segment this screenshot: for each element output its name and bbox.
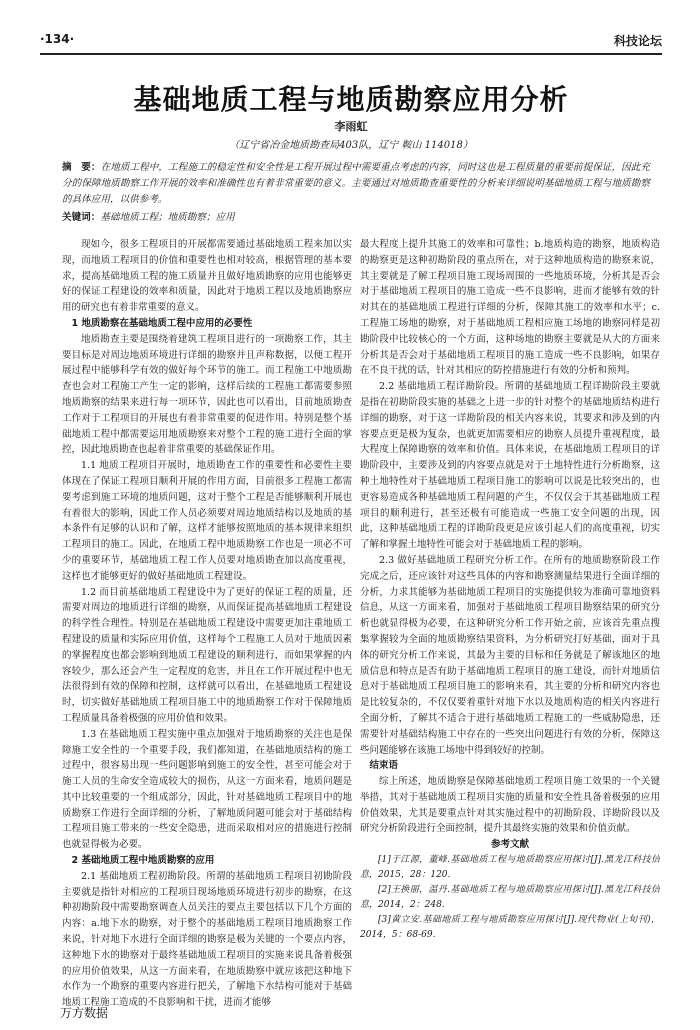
author-affiliation: （辽宁省冶金地质勘查局403队，辽宁 鞍山 114018） xyxy=(229,140,473,151)
abstract-text: 在地质工程中，工程施工的稳定性和安全性是工程开展过程中需要重点考虑的内容，同时这也是工程质量的重要前提保证，因此充分的保障地质勘察工作开展的效率和准确性也有着非常重要的意义。主要通过对地质勘查重要性的分析来详细说明基础地质工程与地质勘察的具体应用，以供参考。 xyxy=(62,162,651,205)
database-watermark: 万方数据 xyxy=(60,1006,109,1020)
section-1-paragraph: 地质勘查主要是围绕着建筑工程项目进行的一项勘察工作，其主要目标是对周边地质环境进行详细的勘察并且声称数据，以便工程开展过程中能够科学有效的做好每个环节的施工。而工程施工中地质勘查也会对工程施工产生一定的影响，这样后续的工程施工都需要参照地质勘察的结果来进行每一项环节，因此也可以看出，目前地质勘查工作对于工程项目的开展也有着非常重要的促进作用。特别是整个基础地质工程中都需要运用地质勘察来对整个工程的施工进行全面的掌控，因此地质勘查也起着非常重要的基础保证作用。 xyxy=(62,333,352,456)
intro-paragraph: 现如今，很多工程项目的开展都需要通过基础地质工程来加以实现，而地质工程项目的价值和重要性也相对较高，根据管理的基本要求，提高基础地质工程的施工质量并且做好地质勘察的应用也能够更好的保证工程建设的效率和质量，因此对于地质工程以及地质勘察应用的研究也有着非常重要的意义。 xyxy=(62,239,352,314)
reference-item: [2]王换丽，温丹.基础地质工程与地质勘察应用探讨[J].黑龙江科技信息，2014，2：248. xyxy=(360,885,660,911)
keywords-text: 基础地质工程；地质勘察；应用 xyxy=(100,212,235,223)
reference-item: [3]黄立安.基础地质工程与地质勘察应用探讨[J].现代物业(上旬刊)，2014，5：68-69. xyxy=(360,915,660,941)
running-header xyxy=(40,28,662,50)
article-author: 李雨虹 xyxy=(334,120,368,133)
right-column xyxy=(360,237,660,1017)
reference-item: [1]于江源，董峰.基础地质工程与地质勘察应用探讨[J].黑龙江科技信息，2015，28：120. xyxy=(360,855,660,881)
left-column xyxy=(62,237,352,1017)
subsection-1-2-paragraph: 1.2 而目前基础地质工程建设中为了更好的保证工程的质量，还需要对周边的地质进行详细的勘察，从而保证提高基础地质工程建设的科学性合理性。特别是在基础地质工程建设中需要更加注重地质工程建设的质量和实际应用价值，这样每个工程施工人员对于地质因素的掌握程度也都会影响到地质工程建设的顺利进行，而如果掌握的内容较少，那么还会产生一定程度的危害，并且在工作开展过程中也无法很得到有效的保障和控制，这样就可以看出，在基础地质工程建设时，切实做好基础地质工程项目施工中的地质勘察工作对于保障地质工程质量具备着极强的应用价值和效果。 xyxy=(62,586,352,724)
conclusion-heading: 结束语 xyxy=(369,760,399,772)
subsection-1-3-paragraph: 1.3 在基础地质工程实施中重点加强对于地质勘察的关注也是保障施工安全性的一个重要手段，我们都知道，在基础地质结构的施工过程中，很容易出现一些问题影响到施工的安全性，甚至可能会对于施工人员的生命安全造成较大的损伤，从这一方面来看，地质问题是其中比较重要的一个组成部分，因此，针对基础地质工程项目中的地质勘察工作进行全面详细的分析，了解地质问题可能会对于基础结构工程项目施工带来的一些安全隐患，进而采取相对应的措施进行控制也就显得极为必要。 xyxy=(62,728,352,851)
subsection-2-2-paragraph: 2.2 基础地质工程详勘阶段。所谓的基础地质工程详勘阶段主要就是指在初勘阶段实施的基础之上进一步的针对整个的基础地质结构进行详细的勘察，对于这一详勘阶段的相关内容来说，其要求和涉及到的内容要点更是极为复杂，也就更加需要相应的勘察人员提升重视程度，最大程度上保障勘察的效率和价值。具体来说，在基础地质工程项目的详勘阶段中，主要涉及到的内容要点就是对于土地特性进行分析勘察，这种土地特性对于基础地质工程项目施工的影响可以说是比较突出的，也更容易造成各种基础地质工程问题的产生，不仅仅会于其基础地质工程项目的顺利进行，甚至还极有可能造成一些施工安全问题的出现，因此，这种基础地质工程的详勘阶段更是应该引起人们的高度重视，切实了解和掌握土地特性可能会对于基础地质工程的影响。 xyxy=(360,381,660,551)
section-heading-2: 2 基础地质工程中地质勘察的应用 xyxy=(71,855,215,867)
conclusion-paragraph: 综上所述，地质勘察是保障基础地质工程项目施工效果的一个关键举措，其对于基础地质工程项目实施的质量和安全性具备着极强的应用价值效果，尤其是要重点针对其实施过程中的初勘阶段、详勘阶段以及研究分析阶段进行全面控制，提升其最终实施的效果和价值贡献。 xyxy=(360,776,660,835)
subsection-1-1-paragraph: 1.1 地质工程项目开展时，地质勘查工作的重要性和必要性主要体现在了保证工程项目顺利开展的作用方面，目前很多工程施工都需要考虑到施工环境的地质问题，这对于整个工程是否能够顺利开展也有着很大的影响，因此工作人员必须要对周边地质结构以及地质的基本条件有足够的认识和了解，这样才能够按照地质的基本规律来组织工程项目的施工。因此，在地质工程中地质勘察工作也是一项必不可少的重要环节，基础地质工程工作人员要对地质勘查加以高度重视，这样也才能够更好的做好基础地质工程建设。 xyxy=(62,460,352,582)
header-rule xyxy=(40,53,662,55)
references-heading: 参考文献 xyxy=(490,839,529,851)
journal-column-name: 科技论坛 xyxy=(613,34,662,48)
article-title: 基础地质工程与地质勘察应用分析 xyxy=(133,83,569,116)
abstract xyxy=(62,160,650,208)
subsection-2-3-paragraph: 2.3 做好基础地质工程研究分析工作。在所有的地质勘察阶段工作完成之后，还应该针对这些具体的内容和勘察测量结果进行全面详细的分析，力求其能够为基础地质工程项目的实施提供较为准确可靠地资料信息，从这一方面来看，加强对于基础地质工程项目勘察结果的研究分析也就显得极为必要，在这种研究分析工作开始之前，应该首先重点搜集掌握较为全面的地质勘察结果资料，为分析研究打好基础，面对于具体的研究分析工作来说，其最为主要的目标和任务就是了解该地区的地质信息和特点是否有助于基础地质工程项目的施工建设，而针对地质信息对于基础地质工程项目施工的影响来看，其主要的分析和研究内容也是比较复杂的，不仅仅要着重针对地下水以及地质构造的相关内容进行全面分析，了解其不适合于进行基础地质工程施工的一些威胁隐患，还需要针对基础结构施工中存在的一些突出问题进行有效的分析，保障这些问题能够在该施工场地中得到较好的控制。 xyxy=(360,554,660,756)
section-heading-1: 1 地质勘察在基础地质工程中应用的必要性 xyxy=(71,317,253,329)
abstract-label: 摘 要： xyxy=(62,162,101,173)
continued-paragraph: 最大程度上提升其施工的效率和可靠性；b.地质构造的勘察，地质构造的勘察更是这种初勘阶段的重点所在，对于这种地质构造的勘察来说，其主要就是了解工程项目施工现场周围的一些地质环境，分析其是否会对于基础地质工程项目的施工造成一些不良影响，进而才能够有效的针对其在的基础地质工程进行详细的分析，保障其施工的效率和水平；c.工程施工场地的勘察，对于基础地质工程相应施工场地的勘察同样是初勘阶段中比较核心的一个方面，这种场地的勘察主要就是从大的方面来分析其是否会对于基础地质工程项目的施工造成一些不良影响，如果存在不良干扰的话，针对其相应的防控措施进行有效的分析和预判。 xyxy=(360,239,660,377)
page-number: ·134· xyxy=(40,32,75,46)
keywords-label: 关键词： xyxy=(62,212,101,223)
keywords xyxy=(62,210,650,225)
subsection-2-1-paragraph: 2.1 基础地质工程初勘阶段。所谓的基础地质工程项目初勘阶段主要就是指针对相应的工程项目现场地质环境进行初步的勘察，在这种初勘阶段中需要勘察调查人员关注的要点主要包括以下几个方面的内容：a.地下水的勘察，对于整个的基础地质工程项目地质勘察工作来说，针对地下水进行全面详细的勘察是极为关键的一个要点内容，这种地下水的勘察对于最终基础地质工程项目的实施来说具备着极强的应用价值效果，从这一方面来看，在地质勘察中就应该把这种地下水作为一个勘察的重要内容进行把关，了解地下水结构可能对于基础地质工程施工造成的不良影响和干扰，进而才能够 xyxy=(62,870,352,1009)
